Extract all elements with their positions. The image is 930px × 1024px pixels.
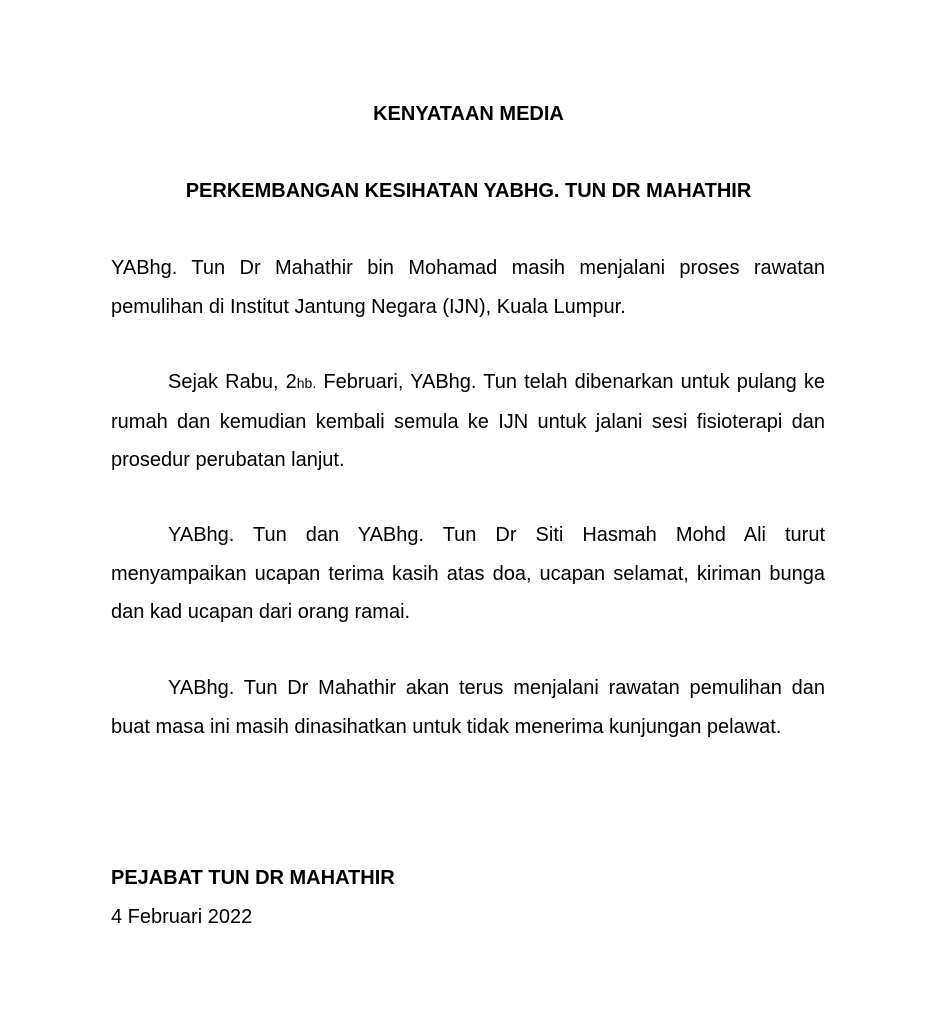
- paragraph-2-date-suffix: hb.: [296, 375, 317, 391]
- paragraph-2-part-1: Sejak Rabu, 2: [168, 371, 297, 393]
- signoff-office: PEJABAT TUN DR MAHATHIR: [111, 867, 395, 889]
- document-heading: KENYATAAN MEDIA: [373, 103, 564, 125]
- paragraph-3: YABhg. Tun dan YABhg. Tun Dr Siti Hasmah Mohd Ali turut menyampaikan ucapan terima kasih atas doa, ucapan selamat, kiriman bunga dan kad ucapan dari orang ramai.: [111, 524, 825, 623]
- paragraph-2-part-2: Februari, YABhg. Tun telah dibenarkan untuk pulang ke rumah dan kemudian kembali semula ke IJN untuk jalani sesi fisioterapi dan prosedur perubatan lanjut.: [111, 371, 825, 471]
- paragraph-1: YABhg. Tun Dr Mahathir bin Mohamad masih menjalani proses rawatan pemulihan di Institut Jantung Negara (IJN), Kuala Lumpur.: [111, 257, 825, 318]
- document-date: 4 Februari 2022: [111, 906, 253, 928]
- document-subheading: PERKEMBANGAN KESIHATAN YABHG. TUN DR MAHATHIR: [185, 180, 752, 202]
- paragraph-2: [111, 363, 825, 480]
- paragraph-4: YABhg. Tun Dr Mahathir akan terus menjalani rawatan pemulihan dan buat masa ini masih dinasihatkan untuk tidak menerima kunjungan pelawat.: [111, 677, 825, 738]
